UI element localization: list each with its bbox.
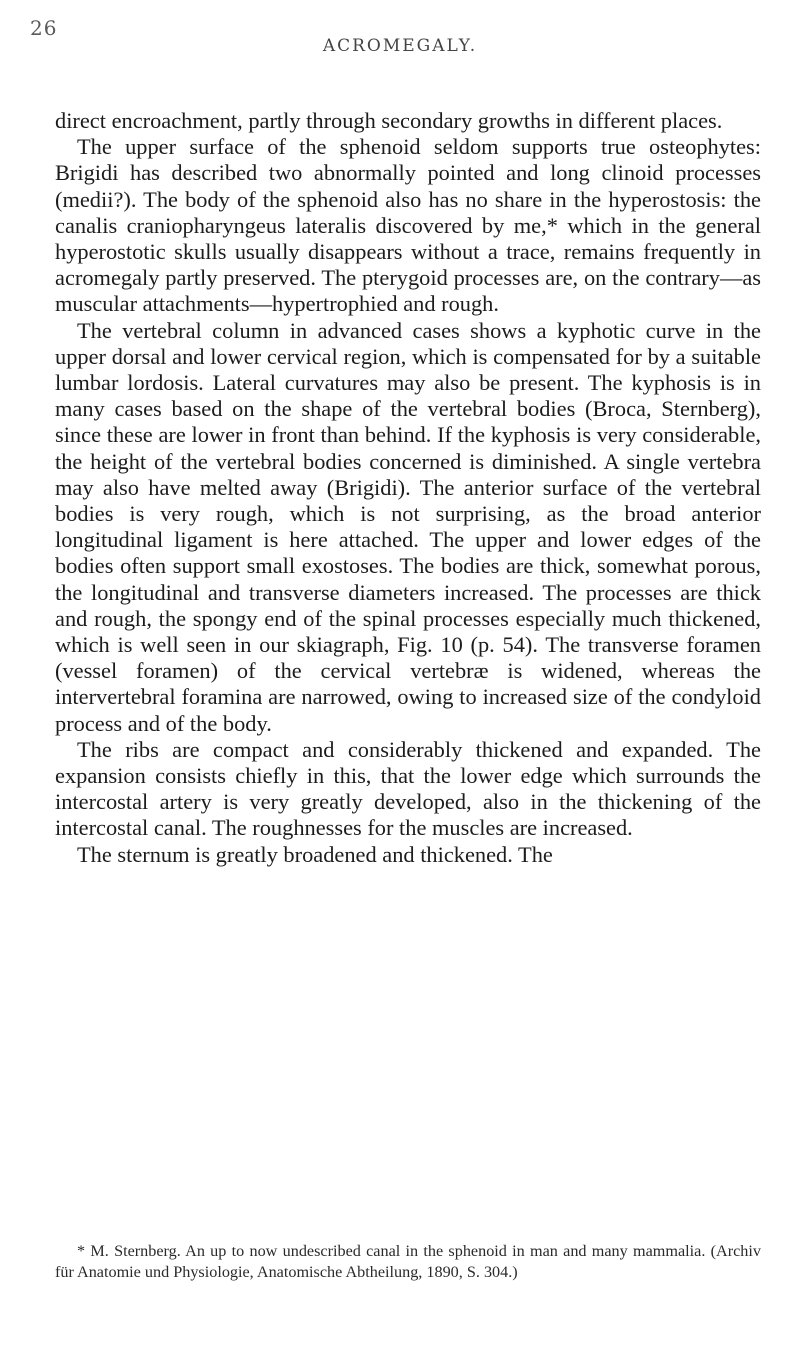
running-head: ACROMEGALY. (322, 36, 478, 56)
paragraph-3: The vertebral column in advanced cases shows a kyphotic curve in the upper dorsal and lower cervical region, which is compensated for by a suitable lumbar lordosis. Lateral curvatures may also be present. The kyphosis is in many cases based on the shape of the vertebral bodies (Broca, Sternberg), since these are lower in front than behind. If the kyphosis is very considerable, the height of the vertebral bodies concerned is diminished. A single vertebra may also have melted away (Brigidi). The anterior surface of the vertebral bodies is very rough, which is not surprising, as the broad anterior longitudinal ligament is here attached. The upper and lower edges of the bodies often support small exostoses. The bodies are thick, somewhat porous, the longitudinal and transverse diameters increased. The processes are thick and rough, the spongy end of the spinal processes especially much thickened, which is well seen in our skiagraph, Fig. 10 (p. 54). The transverse foramen (vessel foramen) of the cervical vertebræ is widened, whereas the intervertebral foramina are narrowed, owing to increased size of the condyloid process and of the body. (55, 317, 761, 736)
paragraph-4: The ribs are compact and considerably thickened and expanded. The expansion consists chiefly in this, that the lower edge which surrounds the intercostal artery is very greatly developed, also in the thickening of the intercostal canal. The roughnesses for the muscles are increased. (55, 736, 761, 841)
footnote-text: * M. Sternberg. An up to now undescribed canal in the sphenoid in man and many mammalia. (Archiv für Anatomie und Physiologie, Anatomische Abtheilung, 1890, S. 304.) (55, 1242, 761, 1281)
footnote (55, 1241, 761, 1283)
paragraph-2: The upper surface of the sphenoid seldom supports true osteophytes: Brigidi has described two abnormally pointed and long clinoid processes (medii?). The body of the sphenoid also has no share in the hyperostosis: the canalis craniopharyngeus lateralis discovered by me,* which in the general hyperostotic skulls usually disappears without a trace, remains frequently in acromegaly partly preserved. The pterygoid processes are, on the contrary—as muscular attachments—hypertrophied and rough. (55, 134, 761, 317)
paragraph-1: direct encroachment, partly through secondary growths in different places. (55, 108, 723, 133)
body-text (55, 108, 761, 868)
paragraph-5: The sternum is greatly broadened and thickened. The (77, 841, 553, 867)
page-number: 26 (30, 16, 58, 40)
